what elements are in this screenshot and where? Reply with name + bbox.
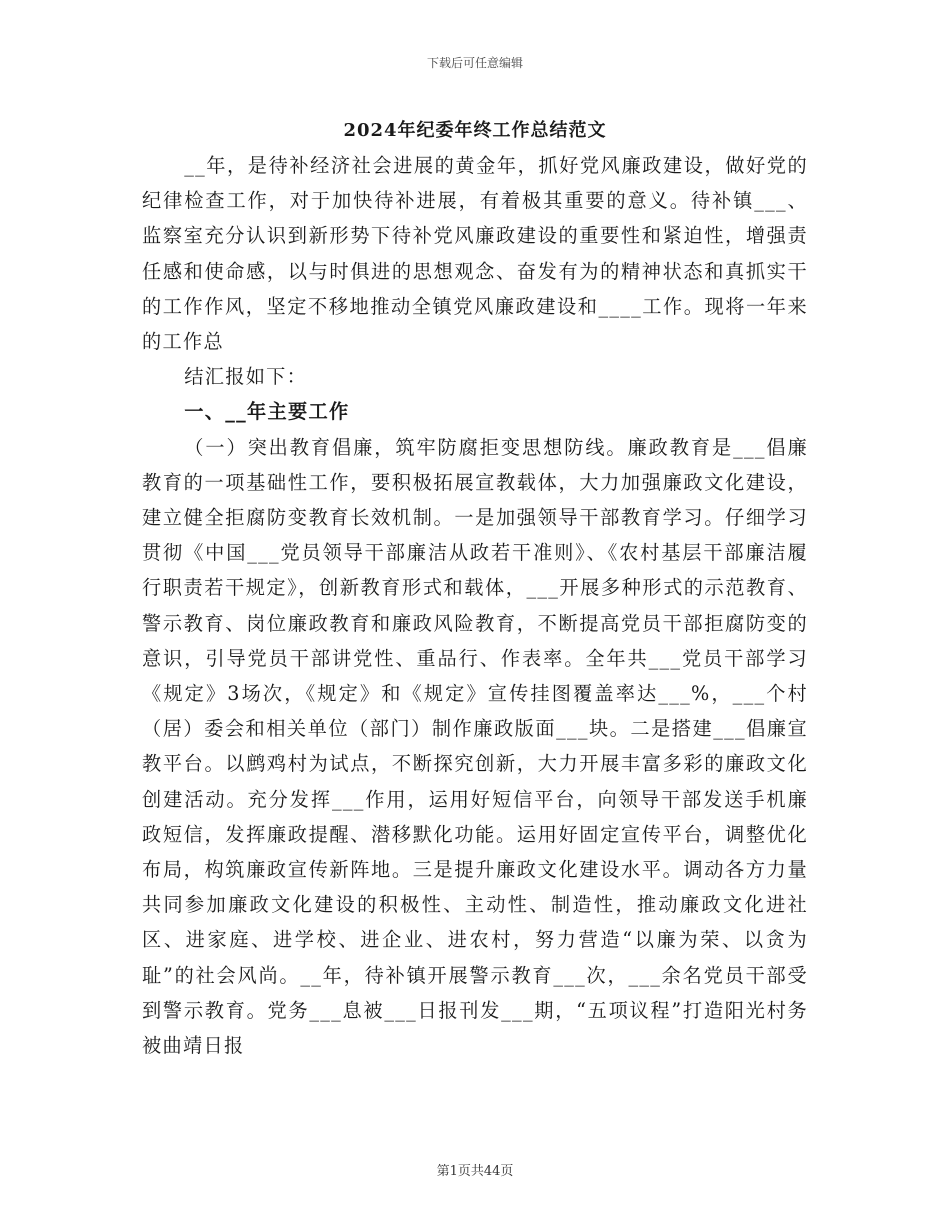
paragraph-intro: __年，是待补经济社会进展的黄金年，抓好党风廉政建设，做好党的纪律检查工作，对于加快待补进展，有着极其重要的意义。待补镇___、监察室充分认识到新形势下待补党风廉政建设的重要性和紧迫性，增强责任感和使命感，以与时俱进的思想观念、奋发有为的精神状态和真抓实干的工作作风，坚定不移地推动全镇党风廉政建设和____工作。现将一年来的工作总: [142, 154, 808, 354]
paragraph-report-lead: 结汇报如下：: [184, 365, 308, 389]
document-title: 2024年纪委年终工作总结范文: [343, 120, 607, 141]
paragraph-education: （一）突出教育倡廉，筑牢防腐拒变思想防线。廉政教育是___倡廉教育的一项基础性工作，要积极拓展宣教载体，大力加强廉政文化建设，建立健全拒腐防变教育长效机制。一是加强领导干部教育学习。仔细学习贯彻《中国___党员领导干部廉洁从政若干准则》、《农村基层干部廉洁履行职责若干规定》，创新教育形式和载体，___开展多种形式的示范教育、警示教育、岗位廉政教育和廉政风险教育，不断提高党员干部拒腐防变的意识，引导党员干部讲党性、重品行、作表率。全年共___党员干部学习《规定》3场次，《规定》和《规定》宣传挂图覆盖率达___%，___个村（居）委会和相关单位（部门）制作廉政版面___块。二是搭建___倡廉宣教平台。以鹧鸡村为试点，不断探究创新，大力开展丰富多彩的廉政文化创建活动。充分发挥___作用，运用好短信平台，向领导干部发送手机廉政短信，发挥廉政提醒、潜移默化功能。运用好固定宣传平台，调整优化布局，构筑廉政宣传新阵地。三是提升廉政文化建设水平。调动各方力量共同参加廉政文化建设的积极性、主动性、制造性，推动廉政文化进社区、进家庭、进学校、进企业、进农村，努力营造“以廉为荣、以贪为耻”的社会风尚。__年，待补镇开展警示教育___次，___余名党员干部受到警示教育。党务___息被___日报刊发___期，“五项议程”打造阳光村务被曲靖日报: [142, 435, 808, 1058]
page-header-note: 下载后可任意编辑: [426, 56, 523, 70]
section-heading: 一、__年主要工作: [184, 400, 350, 424]
document-body: [142, 148, 808, 1063]
page-number: 第1页共44页: [436, 1164, 514, 1179]
